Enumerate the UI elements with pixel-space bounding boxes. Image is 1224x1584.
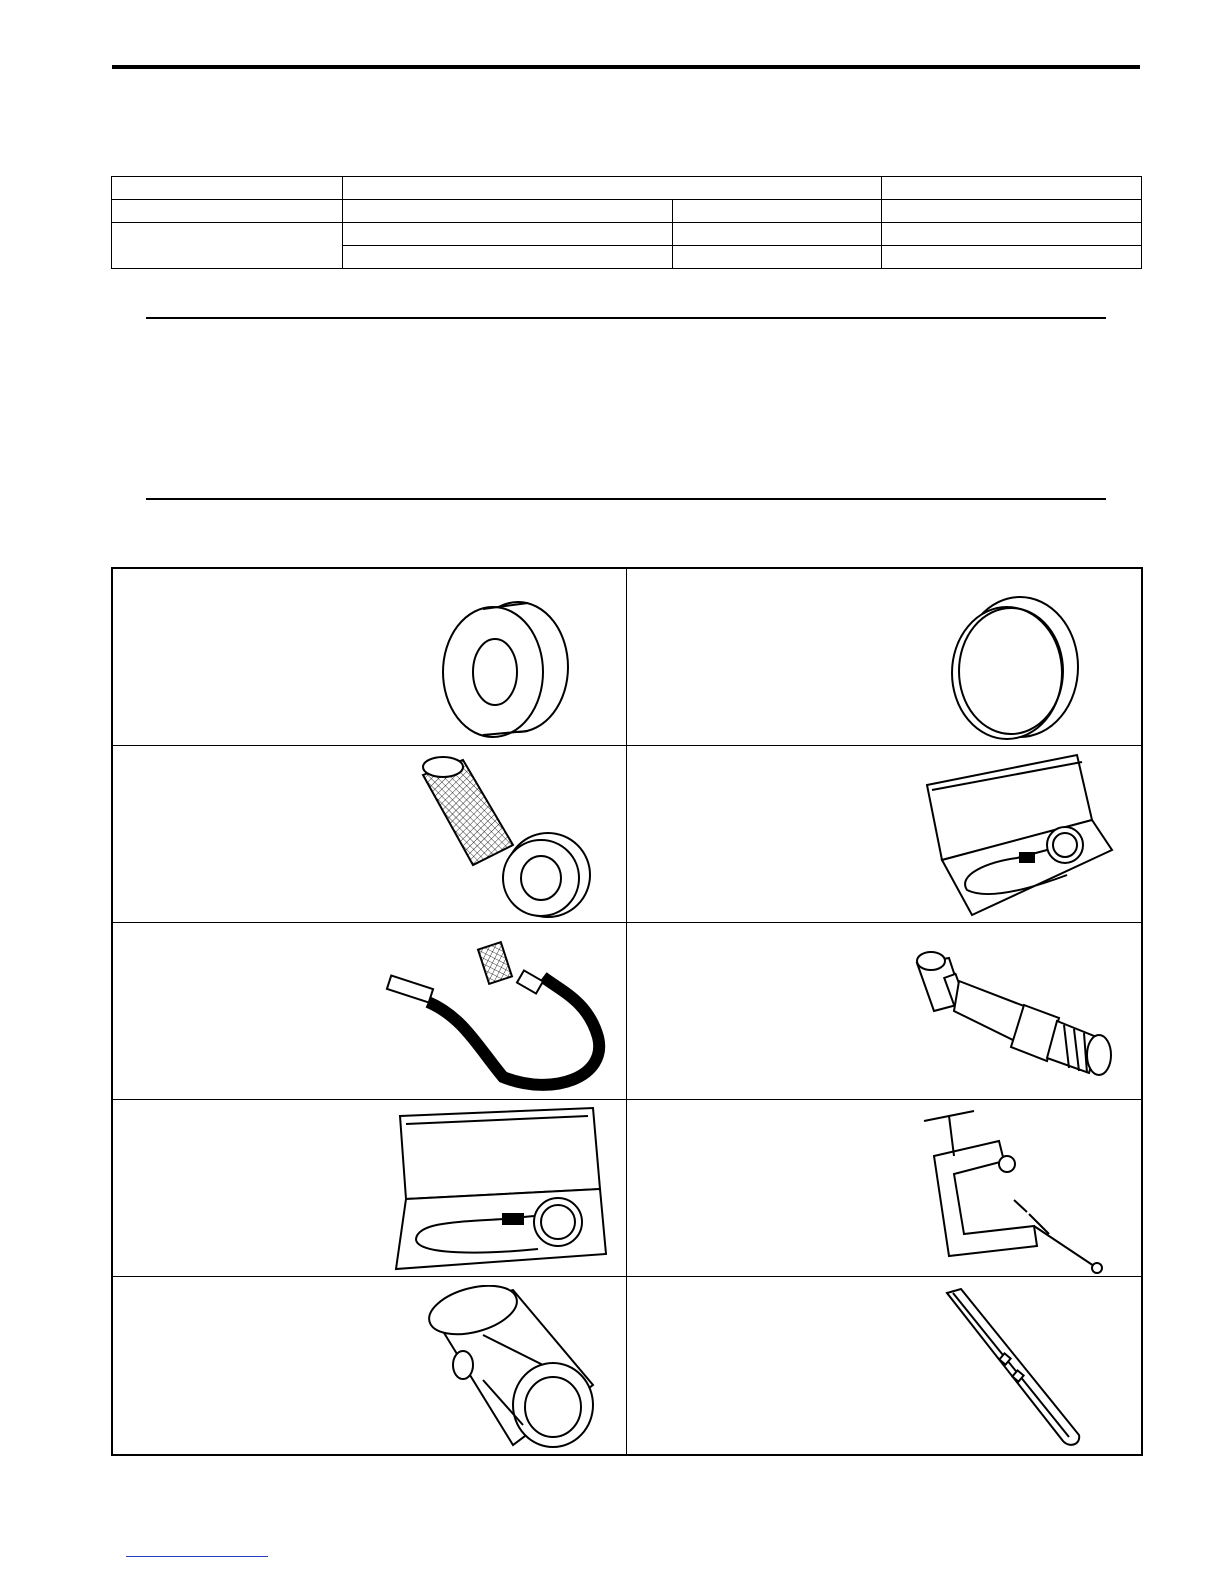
table-cell bbox=[882, 200, 1142, 223]
threaded-adapter-icon bbox=[909, 943, 1134, 1083]
table-cell bbox=[112, 223, 343, 269]
spec-table bbox=[111, 176, 1142, 269]
disc-cap-icon bbox=[945, 595, 1085, 743]
note-bottom-rule bbox=[146, 498, 1106, 500]
c-clamp-icon bbox=[919, 1106, 1114, 1276]
tool-cell bbox=[627, 1277, 1141, 1454]
table-cell bbox=[882, 177, 1142, 200]
tool-cell bbox=[627, 746, 1141, 923]
table-row bbox=[112, 223, 1142, 246]
note-top-rule bbox=[146, 317, 1106, 319]
tool-cell bbox=[627, 923, 1141, 1100]
table-row bbox=[112, 200, 1142, 223]
gauge-kit-case-icon bbox=[388, 1104, 618, 1272]
footer-link-underline[interactable] bbox=[126, 1556, 268, 1557]
tool-cell bbox=[113, 923, 627, 1100]
tool-cell bbox=[113, 1277, 627, 1454]
table-cell bbox=[112, 200, 343, 223]
table-row bbox=[112, 177, 1142, 200]
tool-cell bbox=[627, 569, 1141, 746]
table-cell bbox=[343, 223, 673, 246]
table-cell bbox=[673, 246, 882, 269]
header-rule bbox=[112, 65, 1140, 69]
table-cell bbox=[673, 223, 882, 246]
table-cell bbox=[673, 200, 882, 223]
lever-bar-icon bbox=[939, 1285, 1089, 1450]
table-cell bbox=[882, 246, 1142, 269]
table-cell bbox=[343, 177, 882, 200]
table-cell bbox=[112, 177, 343, 200]
table-cell bbox=[343, 200, 673, 223]
table-cell bbox=[882, 223, 1142, 246]
tool-cell bbox=[113, 746, 627, 923]
cage-sleeve-icon bbox=[403, 1285, 608, 1450]
pressure-gauge-case-icon bbox=[917, 750, 1117, 920]
ring-adapter-icon bbox=[433, 597, 583, 742]
table-cell bbox=[343, 246, 673, 269]
knurled-sleeve-icon bbox=[403, 750, 593, 920]
hose-adapter-icon bbox=[383, 937, 613, 1092]
tool-cell bbox=[113, 1100, 627, 1277]
special-tools-grid bbox=[111, 567, 1143, 1456]
tool-cell bbox=[113, 569, 627, 746]
tool-cell bbox=[627, 1100, 1141, 1277]
